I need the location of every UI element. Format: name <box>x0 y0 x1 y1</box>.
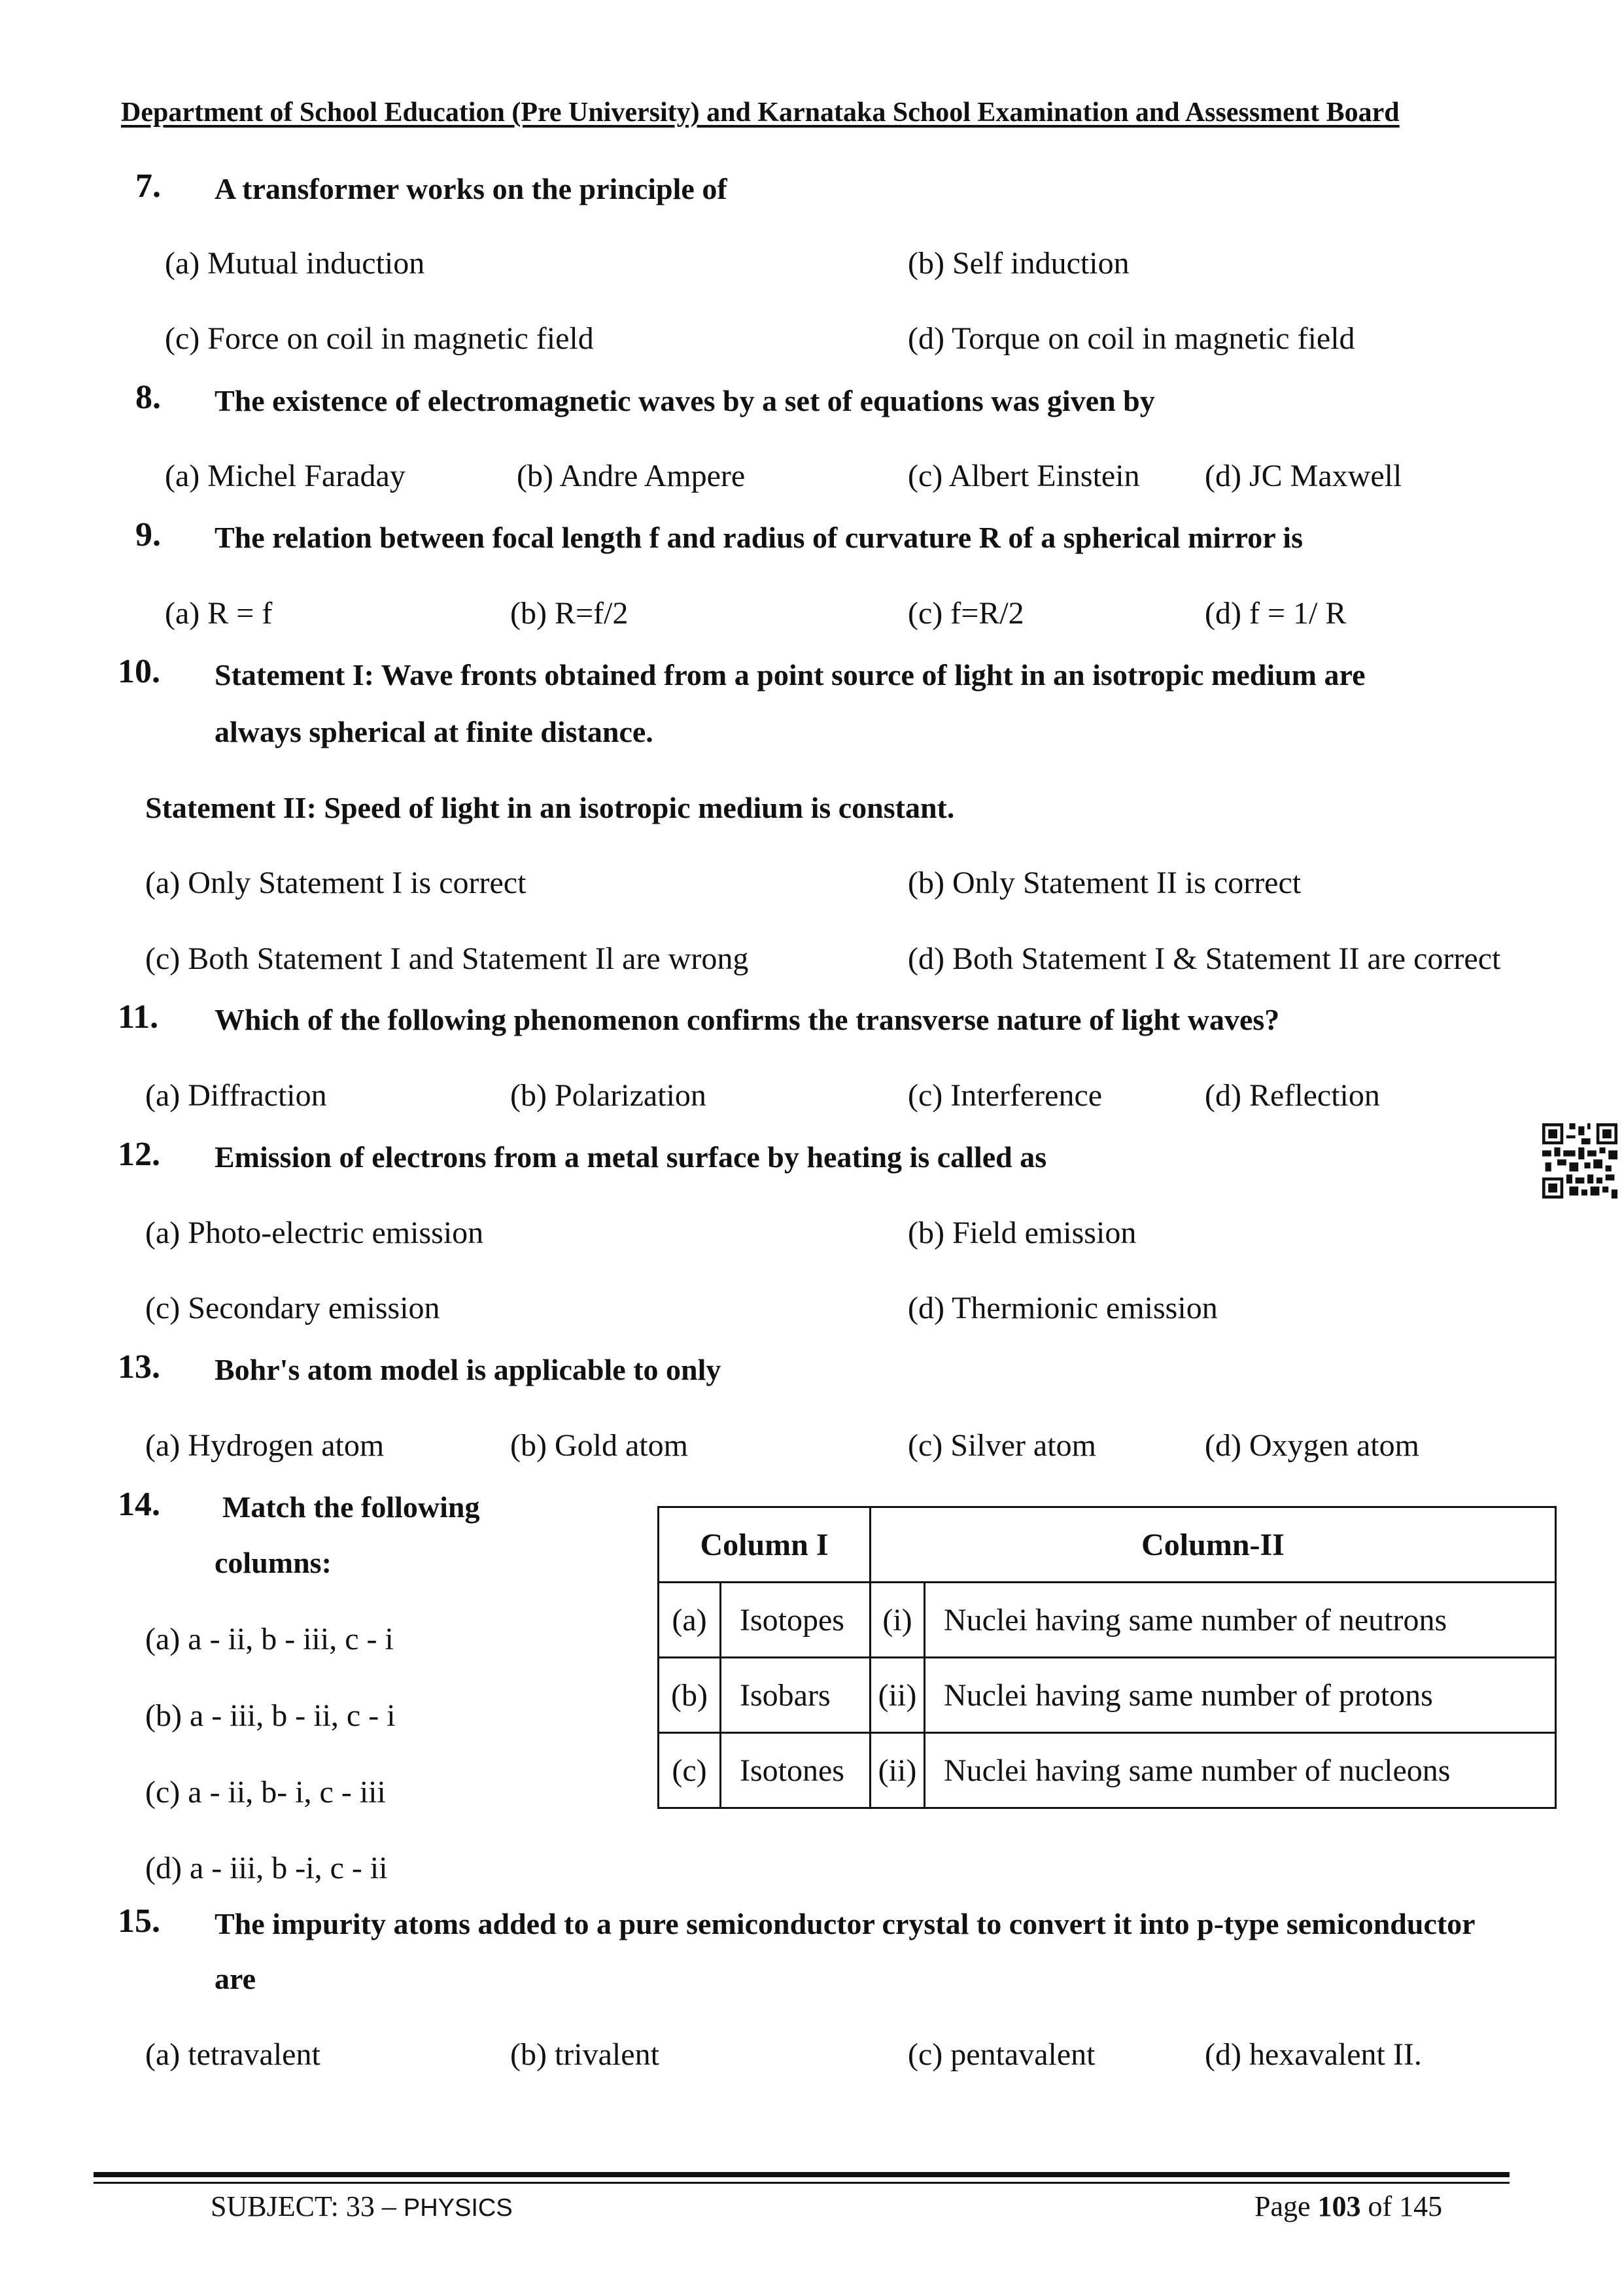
row-term: Isobars <box>721 1658 871 1733</box>
question-number: 7. <box>135 167 161 205</box>
question-text-continued: columns: <box>215 1546 332 1579</box>
question-number: 15. <box>118 1902 160 1940</box>
question-text: Statement I: Wave fronts obtained from a point source of light in an isotropic medium are <box>215 658 1366 692</box>
question-text-continued: are <box>215 1962 256 1995</box>
option-b: (b) Only Statement II is correct <box>908 866 1302 900</box>
question-text: Which of the following phenomenon confirms the transverse nature of light waves? <box>215 1003 1280 1036</box>
option-d: (d) Thermionic emission <box>908 1291 1218 1325</box>
option-b: (b) Polarization <box>510 1078 706 1113</box>
option-d: (d) JC Maxwell <box>1205 459 1402 493</box>
table-header-row <box>659 1507 1556 1583</box>
option-b: (b) Andre Ampere <box>517 459 746 493</box>
question-text: Match the following <box>222 1490 480 1524</box>
footer-rule-thin <box>94 2182 1510 2184</box>
question-number: 12. <box>118 1136 160 1173</box>
question-number: 13. <box>118 1348 160 1386</box>
option-c: (c) Both Statement I and Statement Il are wrong <box>145 941 749 976</box>
footer-rule <box>94 2172 1510 2177</box>
option-d: (d) Torque on coil in magnetic field <box>908 321 1355 356</box>
option-c: (c) Albert Einstein <box>908 459 1140 493</box>
option-a: (a) tetravalent <box>145 2037 320 2072</box>
question-text-continued: always spherical at finite distance. <box>215 715 653 748</box>
option-d: (d) a - iii, b -i, c - ii <box>145 1851 388 1885</box>
option-d: (d) f = 1/ R <box>1205 596 1347 631</box>
option-a: (a) Photo-electric emission <box>145 1216 484 1250</box>
row-key: (c) <box>659 1733 721 1808</box>
option-b: (b) R=f/2 <box>510 596 629 631</box>
table-row <box>659 1733 1556 1808</box>
question-number: 8. <box>135 379 161 416</box>
question-text: Bohr's atom model is applicable to only <box>215 1353 721 1386</box>
option-d: (d) Reflection <box>1205 1078 1380 1113</box>
footer-subject <box>211 2190 513 2223</box>
match-table <box>657 1506 1557 1809</box>
qr-code-icon <box>1542 1123 1617 1199</box>
option-c: (c) Silver atom <box>908 1428 1096 1463</box>
question-number: 10. <box>118 653 160 690</box>
option-c: (c) Force on coil in magnetic field <box>165 321 594 356</box>
option-a: (a) Hydrogen atom <box>145 1428 385 1463</box>
question-text: Emission of electrons from a metal surface by heating is called as <box>215 1140 1047 1174</box>
question-number: 11. <box>118 998 159 1036</box>
option-b: (b) Gold atom <box>510 1428 688 1463</box>
option-a: (a) a - ii, b - iii, c - i <box>145 1622 394 1656</box>
option-b: (b) Field emission <box>908 1216 1137 1250</box>
option-a: (a) R = f <box>165 596 273 631</box>
question-text: The impurity atoms added to a pure semiconductor crystal to convert it into p-type semiconductor <box>215 1907 1476 1940</box>
footer-page-number <box>1254 2190 1442 2223</box>
option-c: (c) pentavalent <box>908 2037 1096 2072</box>
table-row <box>659 1583 1556 1658</box>
option-d: (d) Oxygen atom <box>1205 1428 1419 1463</box>
option-c: (c) Secondary emission <box>145 1291 440 1325</box>
row-number: (ii) <box>871 1658 925 1733</box>
option-a: (a) Mutual induction <box>165 246 425 281</box>
current-page: 103 <box>1317 2190 1361 2222</box>
column-two-header: Column-II <box>871 1507 1556 1583</box>
option-c: (c) a - ii, b- i, c - iii <box>145 1775 386 1810</box>
page-word: Page <box>1254 2190 1318 2222</box>
page-header: Department of School Education (Pre University) and Karnataka School Examination and Assessment Board <box>121 97 1400 128</box>
subject-prefix: SUBJECT: 33 – <box>211 2190 404 2222</box>
option-b: (b) a - iii, b - ii, c - i <box>145 1698 396 1733</box>
row-key: (a) <box>659 1583 721 1658</box>
question-text: The relation between focal length f and radius of curvature R of a spherical mirror is <box>215 521 1303 554</box>
question-number: 14. <box>118 1486 160 1523</box>
option-d: (d) Both Statement I & Statement II are correct <box>908 941 1501 976</box>
option-c: (c) f=R/2 <box>908 596 1024 631</box>
option-b: (b) Self induction <box>908 246 1130 281</box>
option-d: (d) hexavalent II. <box>1205 2037 1422 2072</box>
option-a: (a) Only Statement I is correct <box>145 866 527 900</box>
column-one-header: Column I <box>659 1507 871 1583</box>
option-c: (c) Interference <box>908 1078 1103 1113</box>
row-description: Nuclei having same number of neutrons <box>925 1583 1556 1658</box>
row-description: Nuclei having same number of protons <box>925 1658 1556 1733</box>
subject-name: PHYSICS <box>403 2194 513 2222</box>
option-a: (a) Michel Faraday <box>165 459 406 493</box>
option-b: (b) trivalent <box>510 2037 659 2072</box>
question-text: A transformer works on the principle of <box>215 172 727 205</box>
page-total: of 145 <box>1360 2190 1443 2222</box>
row-term: Isotones <box>721 1733 871 1808</box>
row-number: (i) <box>871 1583 925 1658</box>
row-key: (b) <box>659 1658 721 1733</box>
question-number: 9. <box>135 516 161 553</box>
row-term: Isotopes <box>721 1583 871 1658</box>
question-text: The existence of electromagnetic waves by a set of equations was given by <box>215 384 1155 417</box>
option-a: (a) Diffraction <box>145 1078 327 1113</box>
statement-two: Statement II: Speed of light in an isotropic medium is constant. <box>145 791 955 824</box>
table-row <box>659 1658 1556 1733</box>
row-number: (ii) <box>871 1733 925 1808</box>
row-description: Nuclei having same number of nucleons <box>925 1733 1556 1808</box>
